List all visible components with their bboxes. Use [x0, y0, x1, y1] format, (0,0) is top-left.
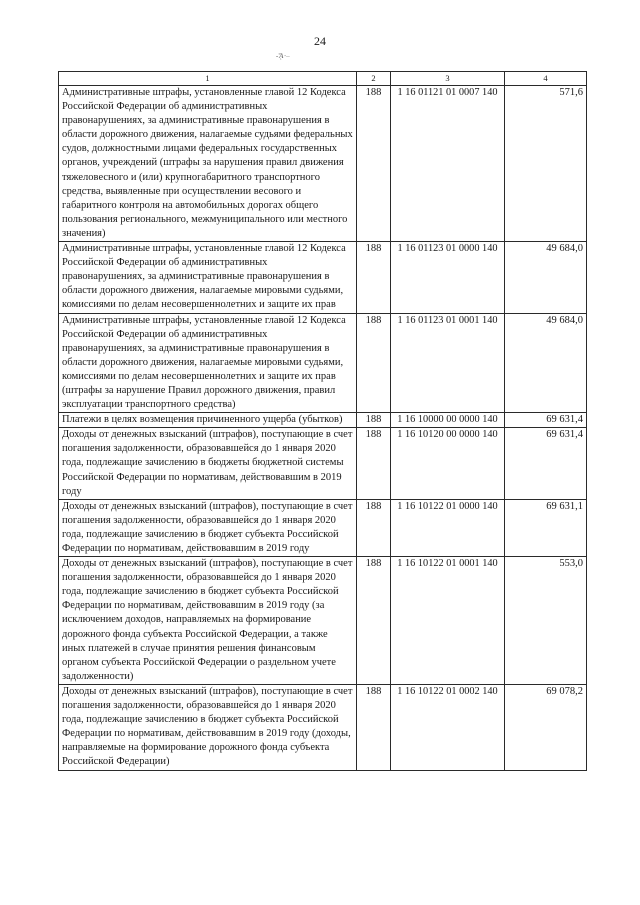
row-amount: 49 684,0	[505, 313, 587, 413]
table-row	[59, 499, 587, 556]
row-budget-code: 1 16 01123 01 0000 140	[391, 242, 505, 313]
row-description: Административные штрафы, установленные главой 12 Кодекса Российской Федерации об административных правонарушениях, за административные правонарушения в области дорожного движения, налагаемые судьями федеральных судов, должностными лицами федеральных государственных органов, учреждений (штрафы за нарушения правил движения тяжеловесного и (или) крупногабаритного транспортного средства, выявленные при осуществлении весового и габаритного контроля на автомобильных дорогах общего пользования регионального, межмуниципального или местного значения)	[59, 86, 357, 242]
row-description: Доходы от денежных взысканий (штрафов), поступающие в счет погашения задолженности, образовавшейся до 1 января 2020 года, подлежащие зачислению в бюджет субъекта Российской Федерации по нормативам, действовавшим в 2019 году	[59, 499, 357, 556]
row-budget-code: 1 16 10000 00 0000 140	[391, 413, 505, 428]
row-budget-code: 1 16 01123 01 0001 140	[391, 313, 505, 413]
row-budget-code: 1 16 10120 00 0000 140	[391, 428, 505, 499]
row-admin-code: 188	[357, 413, 391, 428]
row-description: Доходы от денежных взысканий (штрафов), поступающие в счет погашения задолженности, образовавшейся до 1 января 2020 года, подлежащие зачислению в бюджет субъекта Российской Федерации по нормативам, действовавшим в 2019 году (за исключением доходов, направляемых на формирование дорожного фонда субъекта Российской Федерации, а также иных платежей в случае принятия решения финансовым органом субъекта Российской Федерации о раздельном учете задолженности)	[59, 557, 357, 685]
header-col-4: 4	[505, 72, 587, 86]
row-admin-code: 188	[357, 428, 391, 499]
budget-table	[58, 71, 587, 771]
row-admin-code: 188	[357, 242, 391, 313]
row-amount: 553,0	[505, 557, 587, 685]
row-amount: 69 078,2	[505, 684, 587, 770]
header-col-1: 1	[59, 72, 357, 86]
table-row	[59, 684, 587, 770]
table-row	[59, 557, 587, 685]
row-budget-code: 1 16 10122 01 0001 140	[391, 557, 505, 685]
row-amount: 571,6	[505, 86, 587, 242]
table-row	[59, 428, 587, 499]
row-description: Платежи в целях возмещения причиненного ущерба (убытков)	[59, 413, 357, 428]
row-amount: 69 631,1	[505, 499, 587, 556]
row-amount: 69 631,4	[505, 413, 587, 428]
row-admin-code: 188	[357, 557, 391, 685]
row-amount: 69 631,4	[505, 428, 587, 499]
table-row	[59, 86, 587, 242]
row-budget-code: 1 16 10122 01 0000 140	[391, 499, 505, 556]
row-admin-code: 188	[357, 499, 391, 556]
row-budget-code: 1 16 10122 01 0002 140	[391, 684, 505, 770]
row-admin-code: 188	[357, 684, 391, 770]
header-col-2: 2	[357, 72, 391, 86]
table-row	[59, 413, 587, 428]
page-number: 24	[314, 34, 326, 48]
row-description: Доходы от денежных взысканий (штрафов), поступающие в счет погашения задолженности, образовавшейся до 1 января 2020 года, подлежащие зачислению в бюджет субъекта Российской Федерации по нормативам, действовавшим в 2019 году (доходы, направляемые на формирование дорожного фонда субъекта Российской Федерации)	[59, 684, 357, 770]
table-row	[59, 242, 587, 313]
row-description: Административные штрафы, установленные главой 12 Кодекса Российской Федерации об административных правонарушениях, за административные правонарушения в области дорожного движения, налагаемые мировыми судьями, комиссиями по делам несовершеннолетних и защите их прав (штрафы за нарушение Правил дорожного движения, правил эксплуатации транспортного средства)	[59, 313, 357, 413]
row-amount: 49 684,0	[505, 242, 587, 313]
row-admin-code: 188	[357, 86, 391, 242]
header-row	[59, 72, 587, 86]
scan-mark: -ᾍ·–	[275, 52, 291, 60]
header-col-3: 3	[391, 72, 505, 86]
row-description: Административные штрафы, установленные главой 12 Кодекса Российской Федерации об административных правонарушениях, за административные правонарушения в области дорожного движения, налагаемые мировыми судьями, комиссиями по делам несовершеннолетних и защите их прав	[59, 242, 357, 313]
row-admin-code: 188	[357, 313, 391, 413]
table-row	[59, 313, 587, 413]
row-budget-code: 1 16 01121 01 0007 140	[391, 86, 505, 242]
row-description: Доходы от денежных взысканий (штрафов), поступающие в счет погашения задолженности, образовавшейся до 1 января 2020 года, подлежащие зачислению в бюджеты бюджетной системы Российской Федерации по нормативам, действовавшим в 2019 году	[59, 428, 357, 499]
